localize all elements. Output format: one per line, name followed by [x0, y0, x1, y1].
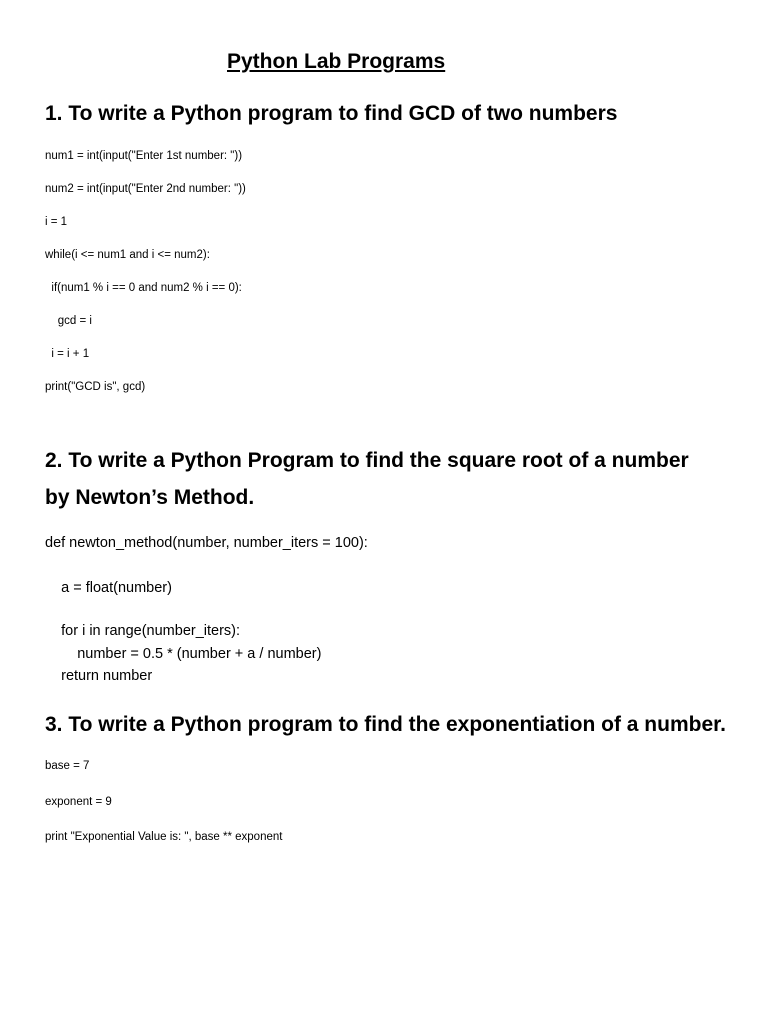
code-line: if(num1 % i == 0 and num2 % i == 0): [45, 282, 242, 294]
code-line: num1 = int(input("Enter 1st number: ")) [45, 150, 243, 162]
code-line: i = i + 1 [45, 348, 90, 360]
code-line: for i in range(number_iters): [45, 623, 241, 639]
section-3-heading: 3. To write a Python program to find the exponentiation of a number. [45, 713, 726, 736]
section-2-heading: 2. To write a Python Program to find the square root of a number [45, 449, 689, 472]
code-line: gcd = i [45, 315, 92, 327]
code-line: a = float(number) [45, 580, 172, 596]
code-line: return number [45, 668, 153, 684]
code-line: num2 = int(input("Enter 2nd number: ")) [45, 183, 246, 195]
page-title: Python Lab Programs [227, 50, 446, 73]
section-2-heading-cont: by Newton’s Method. [45, 486, 255, 509]
code-line: exponent = 9 [45, 796, 112, 808]
code-line: i = 1 [45, 216, 68, 228]
code-line: base = 7 [45, 760, 90, 772]
code-line: print("GCD is", gcd) [45, 381, 146, 393]
code-line: print "Exponential Value is: ", base ** exponent [45, 831, 283, 843]
code-line: number = 0.5 * (number + a / number) [45, 646, 322, 662]
code-line: while(i <= num1 and i <= num2): [45, 249, 210, 261]
code-line: def newton_method(number, number_iters = 100): [45, 535, 368, 551]
section-1-heading: 1. To write a Python program to find GCD of two numbers [45, 102, 618, 125]
